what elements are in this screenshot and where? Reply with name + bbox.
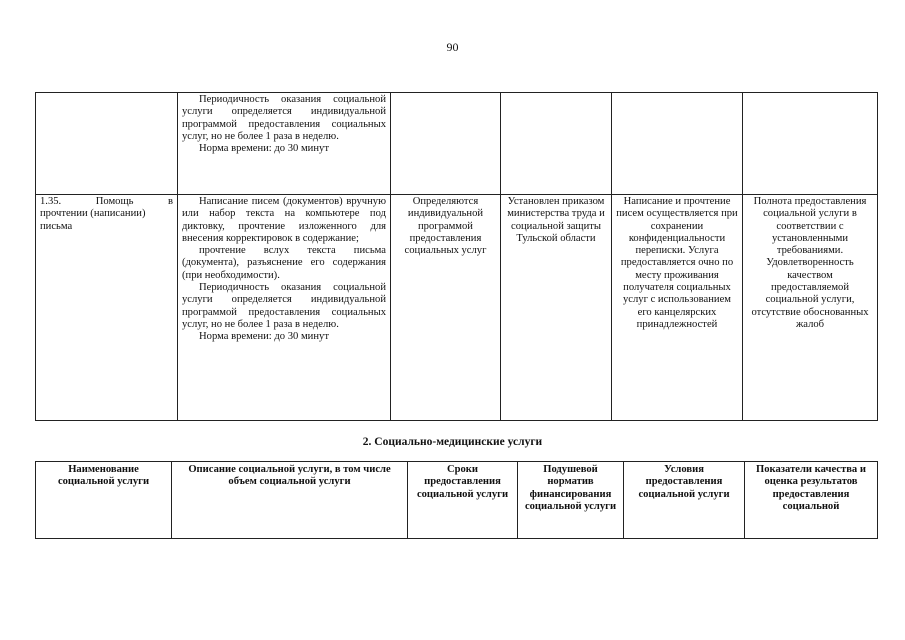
- medical-services-table: [35, 461, 878, 539]
- service-name-cell: [36, 195, 178, 421]
- description-paragraph: Написание писем (документов) вручную или набор текста на компьютере под диктовку, прочтение изложенного для внесения корректировок в содержание;: [182, 196, 386, 244]
- table-row: [36, 195, 878, 421]
- standard-cell: [501, 93, 612, 195]
- standard-cell: Установлен приказом министерства труда и социальной защиты Тульской области: [501, 195, 612, 421]
- page-number: 90: [446, 40, 459, 54]
- description-paragraph: прочтение вслух текста письма (документа), разъяснение его содержания (при необходимости).: [182, 245, 386, 281]
- table-header-row: [36, 462, 878, 539]
- conditions-cell: [612, 93, 743, 195]
- quality-cell: Полнота предоставления социальной услуги в соответствии с установленными требованиями. Удовлетворенность качеством предоставляемой социальной услуги, отсутствие обоснованных жалоб: [743, 195, 878, 421]
- column-header: Наименование социальной услуги: [36, 462, 172, 539]
- conditions-cell: Написание и прочтение писем осуществляется при сохранении конфиденциальности переписки. Услуга предоставляется очно по месту проживания получателя социальных услуг с использованием его канцелярских принадлежностей: [612, 195, 743, 421]
- service-description-cell: [178, 93, 391, 195]
- column-header: Описание социальной услуги, в том числе объем социальной услуги: [172, 462, 408, 539]
- description-paragraph: Норма времени: до 30 минут: [199, 143, 329, 155]
- column-header: Условия предоставления социальной услуги: [624, 462, 745, 539]
- terms-cell: [391, 93, 501, 195]
- description-paragraph: Периодичность оказания социальной услуги определяется индивидуальной программой предоставления социальных услуг, но не более 1 раза в неделю.: [182, 282, 386, 330]
- section-title: 2. Социально-медицинские услуги: [362, 436, 543, 448]
- services-table-continued: [35, 92, 878, 421]
- service-name-line: прочтении (написании) письма: [40, 208, 146, 232]
- service-description-cell: [178, 195, 391, 421]
- column-header: Показатели качества и оценка результатов предоставления социальной: [745, 462, 878, 539]
- service-name-line: 1.35. Помощь в: [40, 196, 173, 207]
- column-header: Подушевой норматив финансирования социальной услуги: [518, 462, 624, 539]
- quality-cell: [743, 93, 878, 195]
- description-paragraph: Норма времени: до 30 минут: [199, 331, 329, 343]
- terms-cell: Определяются индивидуальной программой предоставления социальных услуг: [391, 195, 501, 421]
- column-header: Сроки предоставления социальной услуги: [408, 462, 518, 539]
- table-row: [36, 93, 878, 195]
- service-name-cell: [36, 93, 178, 195]
- description-paragraph: Периодичность оказания социальной услуги определяется индивидуальной программой предоставления социальных услуг, но не более 1 раза в неделю.: [182, 94, 386, 142]
